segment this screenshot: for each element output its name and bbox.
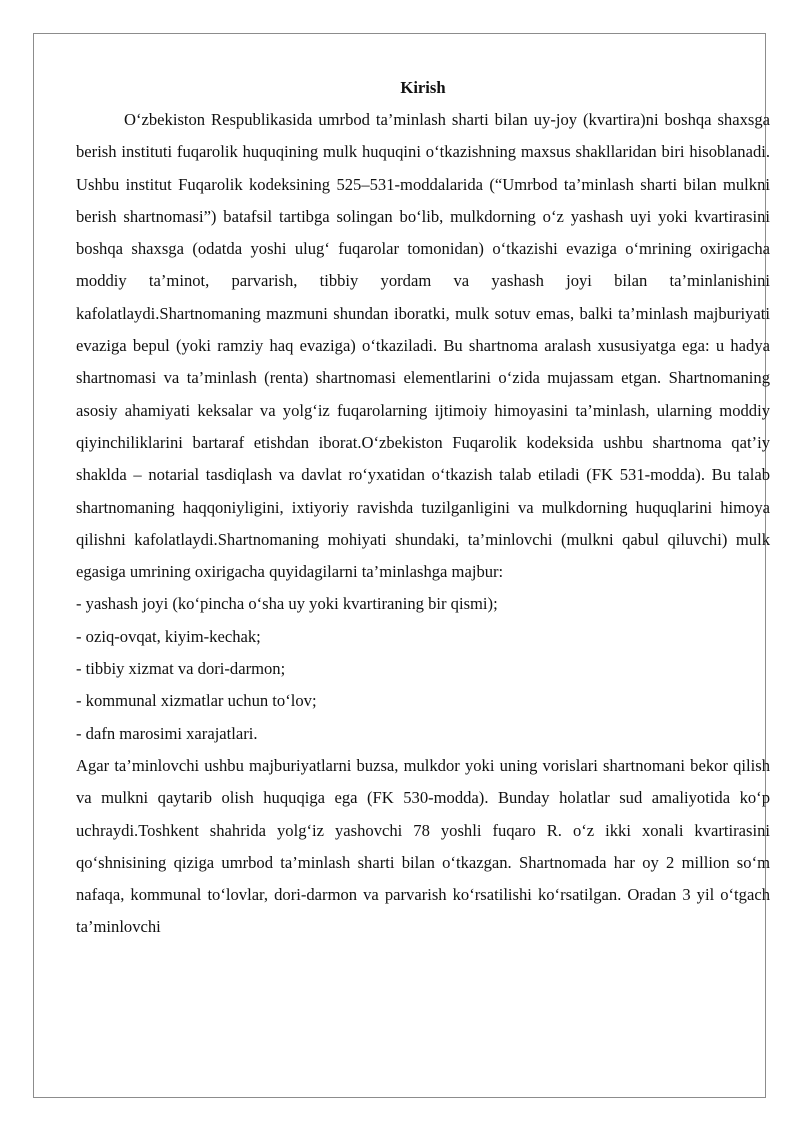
list-item: - tibbiy xizmat va dori-darmon;: [76, 659, 286, 679]
list-item: - kommunal xizmatlar uchun to‘lov;: [76, 691, 317, 711]
paragraph-intro: O‘zbekiston Respublikasida umrbod ta’minlash sharti bilan uy-joy (kvartira)ni boshqa shaxsga berish instituti fuqarolik huquqining mulk huquqini o‘tkazishning maxsus shakllaridan biri hisoblanadi. Ushbu institut Fuqarolik kodeksining 525–531-moddalarida (“Umrbod ta’minlash sharti bilan mulkni berish shartnomasi”) batafsil tartibga solingan bo‘lib, mulkdorning o‘z yashash uyi yoki kvartirasini boshqa shaxsga (odatda yoshi ulug‘ fuqarolar tomonidan) o‘tkazishi evaziga o‘mrining oxirigacha moddiy ta’minot, parvarish, tibbiy yordam va yashash joyi bilan ta’minlanishini kafolatlaydi.Shartnomaning mazmuni shundan iboratki, mulk sotuv emas, balki ta’minlash majburiyati evaziga bepul (yoki ramziy haq evaziga) o‘tkaziladi. Bu shartnoma aralash xususiyatga ega: u hadya shartnomasi va ta’minlash (renta) shartnomasi elementlarini o‘zida mujassam etgan. Shartnomaning asosiy ahamiyati keksalar va yolg‘iz fuqarolarning ijtimoiy himoyasini ta’minlash, ularning moddiy qiyinchiliklarini bartaraf etishdan iborat.O‘zbekiston Fuqarolik kodeksida ushbu shartnoma qat’iy shaklda – notarial tasdiqlash va davlat ro‘yxatidan o‘tkazish talab etiladi (FK 531-modda). Bu talab shartnomaning haqqoniyligini, ixtiyoriy ravishda tuzilganligini va mulkdorning huquqlarini himoya qilishni kafolatlaydi.Shartnomaning mohiyati shundaki, ta’minlovchi (mulkni qabul qiluvchi) mulk egasiga umrining oxirigacha quyidagilarni ta’minlashga majbur:: [76, 110, 770, 582]
document-title: Kirish: [400, 78, 446, 97]
list-item: - oziq-ovqat, kiyim-kechak;: [76, 626, 261, 646]
paragraph-case: Agar ta’minlovchi ushbu majburiyatlarni buzsa, mulkdor yoki uning vorislari shartnomani bekor qilish va mulkni qaytarib olish huquqiga ega (FK 530-modda). Bunday holatlar sud amaliyotida ko‘p uchraydi.Toshkent shahrida yolg‘iz yashovchi 78 yoshli fuqaro R. o‘z ikki xonali kvartirasini qo‘shnisining qiziga umrbod ta’minlash sharti bilan o‘tkazgan. Shartnomada har oy 2 million so‘m nafaqa, kommunal to‘lovlar, dori-darmon va parvarish ko‘rsatilishi ko‘rsatilgan. Oradan 3 yil o‘tgach ta’minlovchi: [76, 755, 770, 937]
list-item: - yashash joyi (ko‘pincha o‘sha uy yoki kvartiraning bir qismi);: [76, 594, 498, 614]
obligations-list: [76, 588, 770, 749]
document-body: [76, 72, 770, 944]
list-item: - dafn marosimi xarajatlari.: [76, 723, 258, 743]
